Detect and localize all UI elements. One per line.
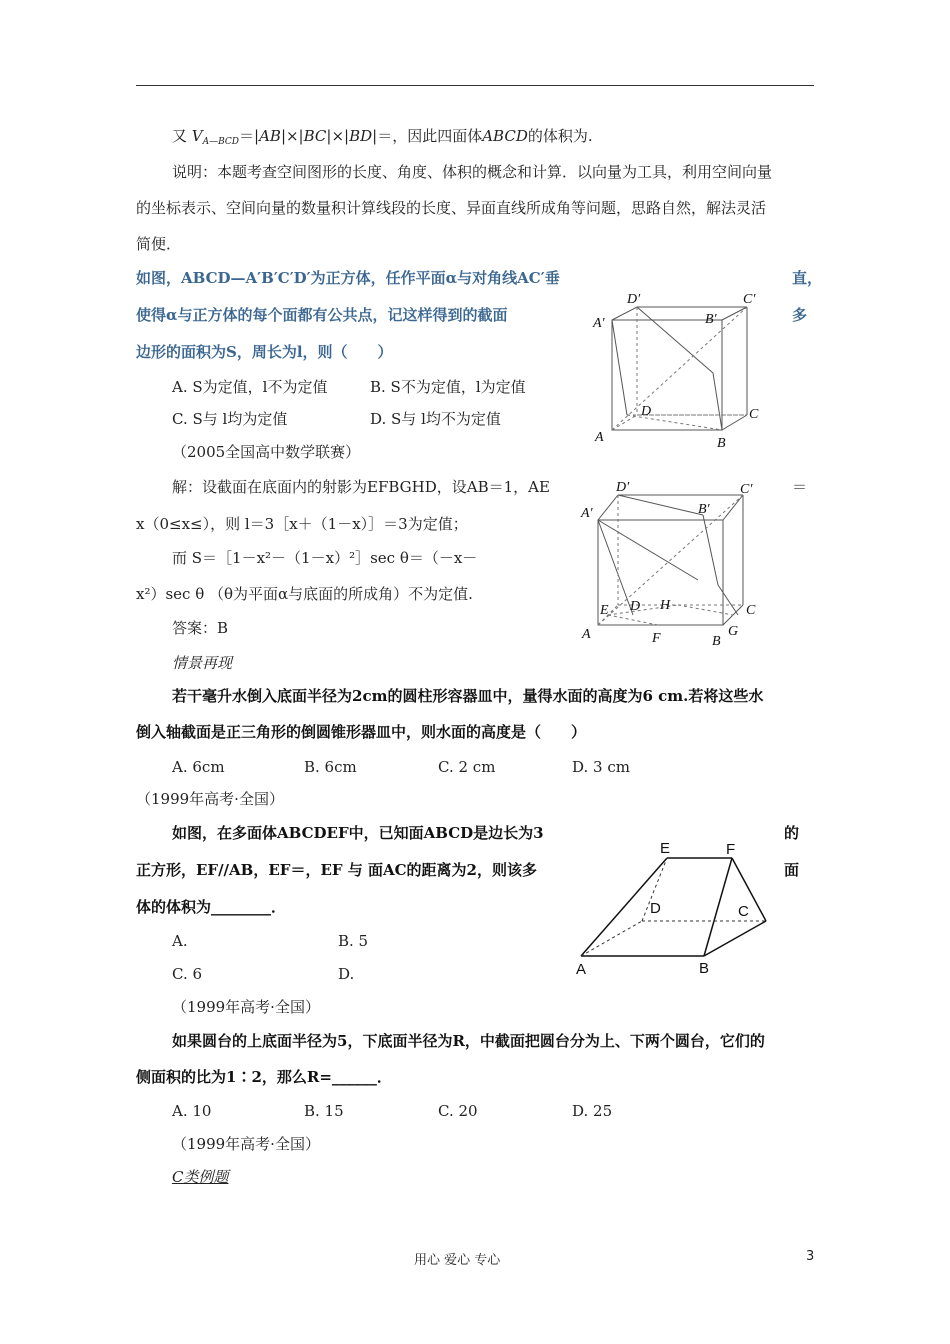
note-line-1: 说明：本题考查空间图形的长度、角度、体积的概念和计算．以向量为工具，利用空间向量 bbox=[172, 163, 773, 181]
fig3-label-b: B bbox=[699, 960, 710, 977]
q3-stem-line-2-right: 面 bbox=[784, 861, 800, 879]
q3-option-b: B. 5 bbox=[338, 932, 369, 950]
note-line-2: 的坐标表示、空间向量的数量积计算线段的长度、异面直线所成角等问题，思路自然，解法灵活 bbox=[136, 199, 767, 217]
q1-option-b: B. S不为定值，l为定值 bbox=[370, 378, 526, 396]
fig2-label-f: F bbox=[652, 631, 661, 646]
fig1-label-dprime: D′ bbox=[627, 292, 641, 307]
q1-source: （2005全国高中数学联赛） bbox=[172, 443, 361, 461]
q2-option-d: D. 3 cm bbox=[572, 758, 630, 776]
fig1-label-d: D bbox=[641, 404, 652, 419]
q1-option-a: A. S为定值，l不为定值 bbox=[172, 378, 328, 396]
fig2-label-aprime: A′ bbox=[581, 506, 593, 521]
polyhedron-figure bbox=[572, 835, 777, 980]
q4-stem-line-2: 侧面积的比为1∶2，那么R=______． bbox=[136, 1068, 392, 1086]
q2-stem-line-2: 倒入轴截面是正三角形的倒圆锥形器皿中，则水面的高度是（ ） bbox=[136, 723, 587, 741]
q1-solution-line-4: x²）sec θ （θ为平面α与底面的所成角）不为定值. bbox=[136, 585, 473, 603]
fig1-label-bprime: B′ bbox=[705, 312, 717, 327]
fig3-label-d: D bbox=[650, 900, 661, 917]
cube-figure-2 bbox=[578, 475, 778, 650]
q3-stem-line-3: 体的体积为________． bbox=[136, 898, 287, 916]
q4-option-d: D. 25 bbox=[572, 1102, 613, 1120]
q3-stem-line-2: 正方形，EF//AB，EF＝，EF 与 面AC的距离为2，则该多 bbox=[136, 861, 537, 879]
section-c-heading: C类例题 bbox=[172, 1168, 229, 1186]
q1-stem-line-2: 使得α与正方体的每个面都有公共点，记这样得到的截面 bbox=[136, 306, 508, 324]
q1-stem-line-3: 边形的面积为S，周长为l，则（ ） bbox=[136, 343, 393, 361]
fig2-label-g: G bbox=[728, 624, 739, 639]
volume-formula-line: 又 $V_{A—BCD}=|AB|\times|BC|\times|BD|=$，因此四面体ABCD的体积为. bbox=[172, 127, 593, 147]
fig3-label-c: C bbox=[738, 903, 749, 920]
fig2-label-dprime: D′ bbox=[616, 480, 630, 495]
fig2-label-c: C bbox=[746, 603, 756, 618]
q1-solution-line-1: 解：设截面在底面内的射影为EFBGHD，设AB＝1，AE bbox=[172, 478, 550, 496]
q1-stem-line-1: 如图，ABCD—A′B′C′D′为正方体，任作平面α与对角线AC′垂 bbox=[136, 269, 560, 287]
q4-source: （1999年高考·全国） bbox=[172, 1135, 320, 1153]
q1-option-c: C. S与 l均为定值 bbox=[172, 410, 288, 428]
q3-option-a: A. bbox=[172, 932, 188, 950]
q1-solution-line-3: 而 S＝［1－x²－（1－x）²］sec θ＝（－x－ bbox=[172, 549, 478, 567]
q4-option-a: A. 10 bbox=[172, 1102, 212, 1120]
q2-option-a: A. 6cm bbox=[172, 758, 225, 776]
q2-source: （1999年高考·全国） bbox=[136, 790, 284, 808]
q1-stem-line-1-right: 直， bbox=[792, 269, 823, 287]
q2-stem-line-1: 若干毫升水倒入底面半径为2cm的圆柱形容器皿中，量得水面的高度为6 cm.若将这些水 bbox=[172, 687, 764, 705]
fig3-label-f: F bbox=[726, 841, 736, 858]
q1-stem-line-2-right: 多 bbox=[792, 306, 808, 324]
fig3-label-a: A bbox=[576, 961, 587, 978]
q3-stem-line-1-right: 的 bbox=[784, 824, 800, 842]
fig2-label-e: E bbox=[600, 603, 609, 618]
q1-solution-line-1-right: ＝ bbox=[792, 478, 808, 496]
q1-solution-line-2: x（0≤x≤），则 l＝3［x＋（1－x）］＝3为定值； bbox=[136, 515, 468, 533]
q3-source: （1999年高考·全国） bbox=[172, 998, 320, 1016]
fig1-label-cprime: C′ bbox=[743, 292, 756, 307]
q3-option-c: C. 6 bbox=[172, 965, 203, 983]
fig2-label-d: D bbox=[630, 599, 641, 614]
header-rule bbox=[136, 85, 814, 86]
fig2-label-bprime: B′ bbox=[698, 502, 710, 517]
fig1-label-a: A bbox=[595, 430, 604, 445]
q3-option-d: D. bbox=[338, 965, 355, 983]
fig1-label-aprime: A′ bbox=[593, 316, 605, 331]
fig2-label-h: H bbox=[660, 598, 671, 613]
q3-stem-line-1: 如图，在多面体ABCDEF中，已知面ABCD是边长为3 bbox=[172, 824, 544, 842]
q2-option-b: B. 6cm bbox=[304, 758, 357, 776]
footer-slogan: 用心 爱心 专心 bbox=[414, 1253, 501, 1268]
fig1-label-c: C bbox=[749, 407, 759, 422]
q1-answer: 答案：B bbox=[172, 619, 229, 637]
q4-option-b: B. 15 bbox=[304, 1102, 344, 1120]
note-line-3: 简便． bbox=[136, 235, 182, 253]
q1-option-d: D. S与 l均不为定值 bbox=[370, 410, 501, 428]
fig1-label-b: B bbox=[717, 436, 726, 451]
fig3-label-e: E bbox=[660, 840, 671, 857]
fig2-label-b: B bbox=[712, 634, 721, 649]
page-number: 3 bbox=[806, 1249, 815, 1264]
fig2-label-cprime: C′ bbox=[740, 482, 753, 497]
q2-option-c: C. 2 cm bbox=[438, 758, 496, 776]
cube-figure-1 bbox=[585, 285, 775, 455]
q4-stem-line-1: 如果圆台的上底面半径为5，下底面半径为R，中截面把圆台分为上、下两个圆台，它们的 bbox=[172, 1032, 765, 1050]
q4-option-c: C. 20 bbox=[438, 1102, 478, 1120]
scene-heading: 情景再现 bbox=[172, 654, 233, 672]
fig2-label-a: A bbox=[582, 627, 591, 642]
